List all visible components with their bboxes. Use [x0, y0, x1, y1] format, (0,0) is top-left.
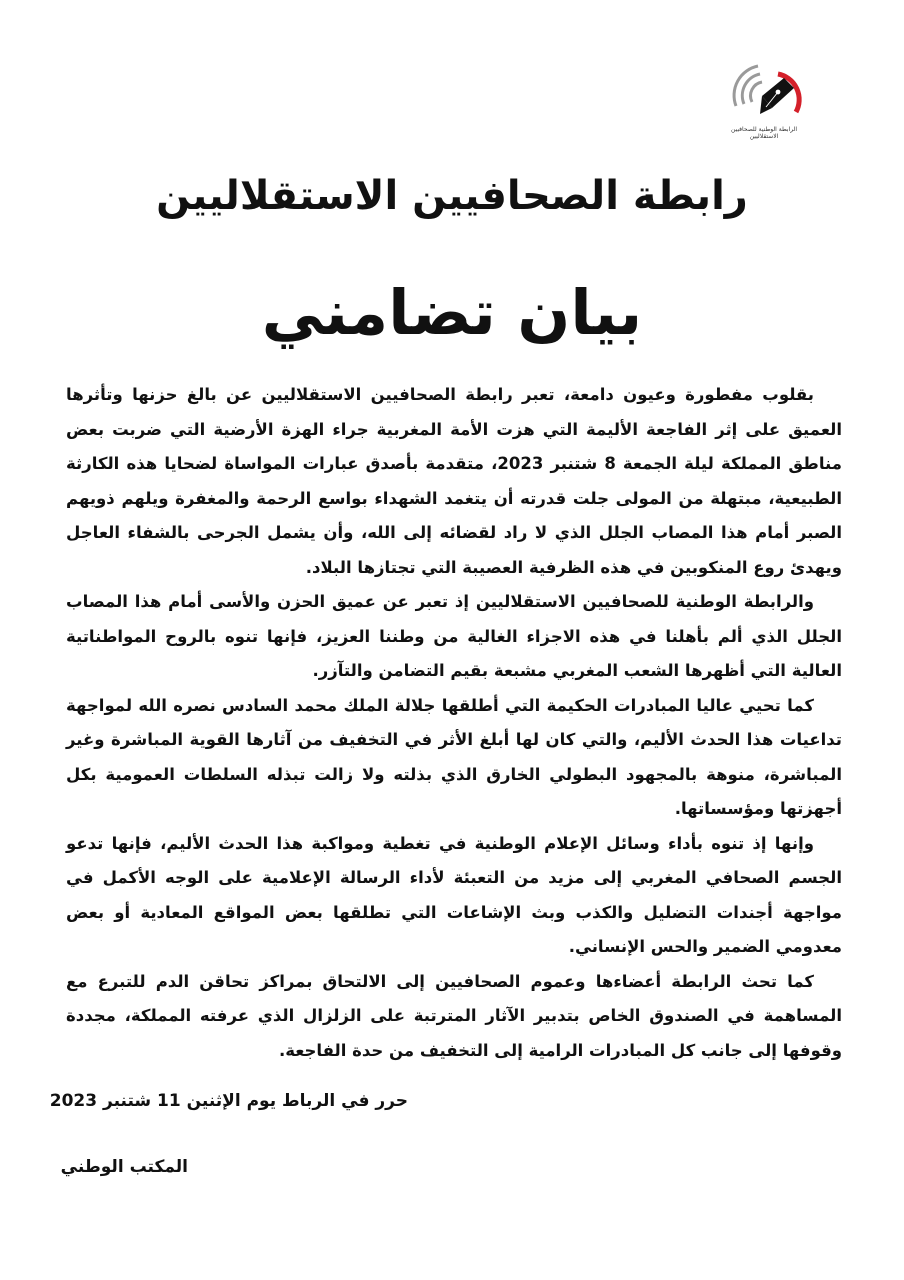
paragraph-1: بقلوب مفطورة وعيون دامعة، تعبر رابطة الصحافيين الاستقلاليين عن بالغ حزنها وتأثرها العميق على إثر الفاجعة الأليمة التي هزت الأمة المغربية جراء الهزة الأرضية التي ضربت بعض مناطق المملكة ليلة الجمعة 8 شتنبر 2023، متقدمة بأصدق عبارات المواساة لضحايا هذه الكارثة الطبيعية، مبتهلة من المولى جلت قدرته أن يتغمد الشهداء بواسع الرحمة والمغفرة ويلهم ذويهم الصبر أمام هذا المصاب الجلل الذي لا راد لقضائه إلى الله، وأن يشمل الجرحى بالشفاء العاجل ويهدئ روع المنكوبين في هذه الظرفية العصيبة التي تجتازها البلاد. — [66, 385, 842, 577]
organization-logo — [722, 62, 806, 140]
organization-name: رابطة الصحافيين الاستقلاليين — [156, 173, 748, 219]
paragraph-4: وإنها إذ تنوه بأداء وسائل الإعلام الوطنية في تغطية ومواكبة هذا الحدث الأليم، فإنها تدعو الجسم الصحافي المغربي إلى مزيد من التعبئة لأداء الرسالة الإعلامية على الوجه الأكمل في مواجهة أجندات التضليل والكذب وبث الإشاعات التي تطلقها بعض المواقع المعادية أو بعض معدومي الضمير والحس الإنساني. — [66, 833, 842, 956]
date-line: حرر في الرباط يوم الإثنين 11 شتنبر 2023 — [49, 1091, 408, 1111]
signature: المكتب الوطني — [60, 1157, 188, 1177]
statement-title: بيان تضامني — [261, 276, 643, 349]
statement-body — [66, 378, 842, 1068]
pen-nib-icon — [722, 62, 806, 126]
paragraph-2: والرابطة الوطنية للصحافيين الاستقلاليين إذ تعبر عن عميق الحزن والأسى أمام هذا المصاب الجلل الذي ألم بأهلنا في هذه الاجزاء الغالية من وطننا العزيز، فإنها تنوه بالروح المواطناتية العالية التي أظهرها الشعب المغربي مشبعة بقيم التضامن والتآزر. — [66, 592, 842, 680]
logo-caption: الرابطة الوطنية للصحافيين الاستقلاليين — [730, 126, 798, 140]
paragraph-3: كما تحيي عاليا المبادرات الحكيمة التي أطلقها جلالة الملك محمد السادس نصره الله لمواجهة تداعيات هذا الحدث الأليم، والتي كان لها أبلغ الأثر في التخفيف من آثارها القوية المباشرة وغير المباشرة، منوهة بالمجهود البطولي الخارق الذي بذلته ولا زالت تبذله السلطات العمومية بكل أجهزتها ومؤسساتها. — [66, 695, 842, 818]
paragraph-5: كما تحث الرابطة أعضاءها وعموم الصحافيين إلى الالتحاق بمراكز تحاقن الدم للتبرع مع المساهمة في الصندوق الخاص بتدبير الآثار المترتبة على الزلزال الذي عرفته المملكة، مجددة وقوفها إلى جانب كل المبادرات الرامية إلى التخفيف من حدة الفاجعة. — [66, 971, 842, 1060]
